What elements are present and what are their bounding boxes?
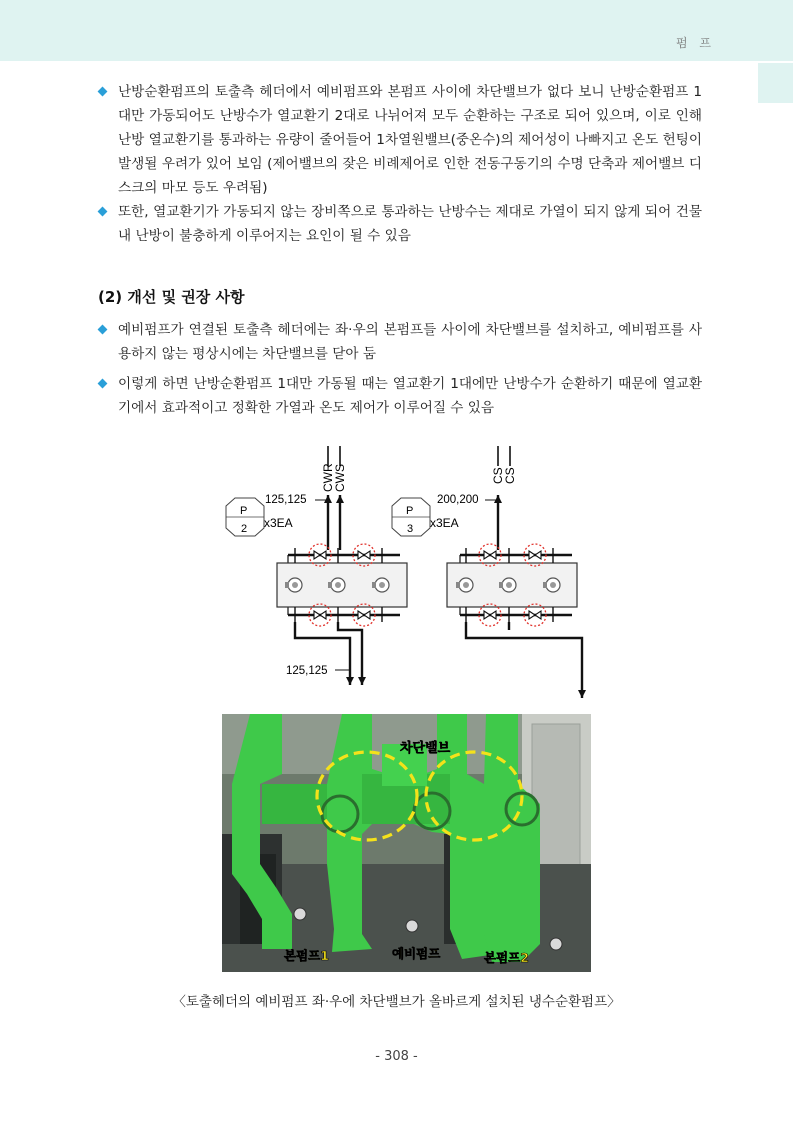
bullet-item: [118, 80, 702, 200]
pipe-size-label: 200,200: [437, 494, 479, 506]
bullet-text: 이렇게 하면 난방순환펌프 1대만 가동될 때는 열교환기 1대에만 난방수가 순환하기 때문에 열교환기에서 효과적이고 정확한 가열과 온도 제어가 이루어질 수 있음: [118, 376, 702, 416]
pipe-label: CWR: [321, 463, 335, 492]
photo-label-main-pump-2: 본펌프2: [484, 950, 529, 965]
pipe-label: CS: [491, 467, 505, 484]
pipe-label: CWS: [333, 464, 347, 492]
bullet-text: 예비펌프가 연결된 토출측 헤더에는 좌·우의 본펌프들 사이에 차단밸브를 설치하고, 예비펌프를 사용하지 않는 평상시에는 차단밸브를 닫아 둠: [118, 322, 702, 362]
photo-label-main-pump-1: 본펌프1: [284, 948, 329, 963]
pump-quantity: x3EA: [264, 516, 293, 530]
bullet-item: [118, 318, 702, 366]
pump-tag-number: 2: [241, 523, 248, 535]
pump-photo: [222, 714, 591, 972]
header-tab-separator: [758, 61, 793, 63]
pump-tag-letter: P: [240, 505, 248, 517]
pump-tag-number: 3: [407, 523, 414, 535]
pump-tag-letter: P: [406, 505, 414, 517]
header-band: [0, 0, 758, 61]
pump-piping-diagram: [210, 440, 590, 702]
pipe-size-label: 125,125: [286, 665, 328, 677]
bullet-item: [118, 372, 702, 420]
section-title: (2) 개선 및 권장 사항: [98, 288, 245, 306]
left-pump-system: [226, 446, 407, 685]
figure-caption: 〈토출헤더의 예비펌프 좌·우에 차단밸브가 올바르게 설치된 냉수순환펌프〉: [172, 994, 621, 1010]
diamond-bullet-icon: [98, 87, 108, 97]
bullet-item: [118, 200, 702, 248]
diamond-bullet-icon: [98, 379, 108, 389]
photo-label-valve: 차단밸브: [400, 741, 451, 756]
header-tab: [758, 0, 793, 103]
page-number: - 308 -: [375, 1049, 418, 1064]
pump-quantity: x3EA: [430, 516, 459, 530]
diamond-bullet-icon: [98, 325, 108, 335]
right-pump-system: [392, 446, 586, 698]
section-label: 펌 프: [676, 36, 715, 50]
pipe-label: CS: [503, 467, 517, 484]
bullet-text: 난방순환펌프의 토출측 헤더에서 예비펌프와 본펌프 사이에 차단밸브가 없다 보니 난방순환펌프 1대만 가동되어도 난방수가 열교환기 2대로 나뉘어져 모두 순환하는 구조로 되어 있으며, 이로 인해 난방 열교환기를 통과하는 유량이 줄어들어 1차열원밸브(중온수)의 제어성이 나빠지고 온도 헌팅이 발생될 우려가 있어 보임 (제어밸브의 잦은 비례제어로 인한 전동구동기의 수명 단축과 제어밸브 디스크의 마모 등도 우려됨): [118, 84, 702, 196]
diamond-bullet-icon: [98, 207, 108, 217]
bullet-text: 또한, 열교환기가 가동되지 않는 장비쪽으로 통과하는 난방수는 제대로 가열이 되지 않게 되어 건물 내 난방이 불충하게 이루어지는 요인이 될 수 있음: [118, 204, 702, 244]
photo-label-spare-pump: 예비펌프: [392, 946, 441, 961]
pipe-size-label: 125,125: [265, 494, 307, 506]
